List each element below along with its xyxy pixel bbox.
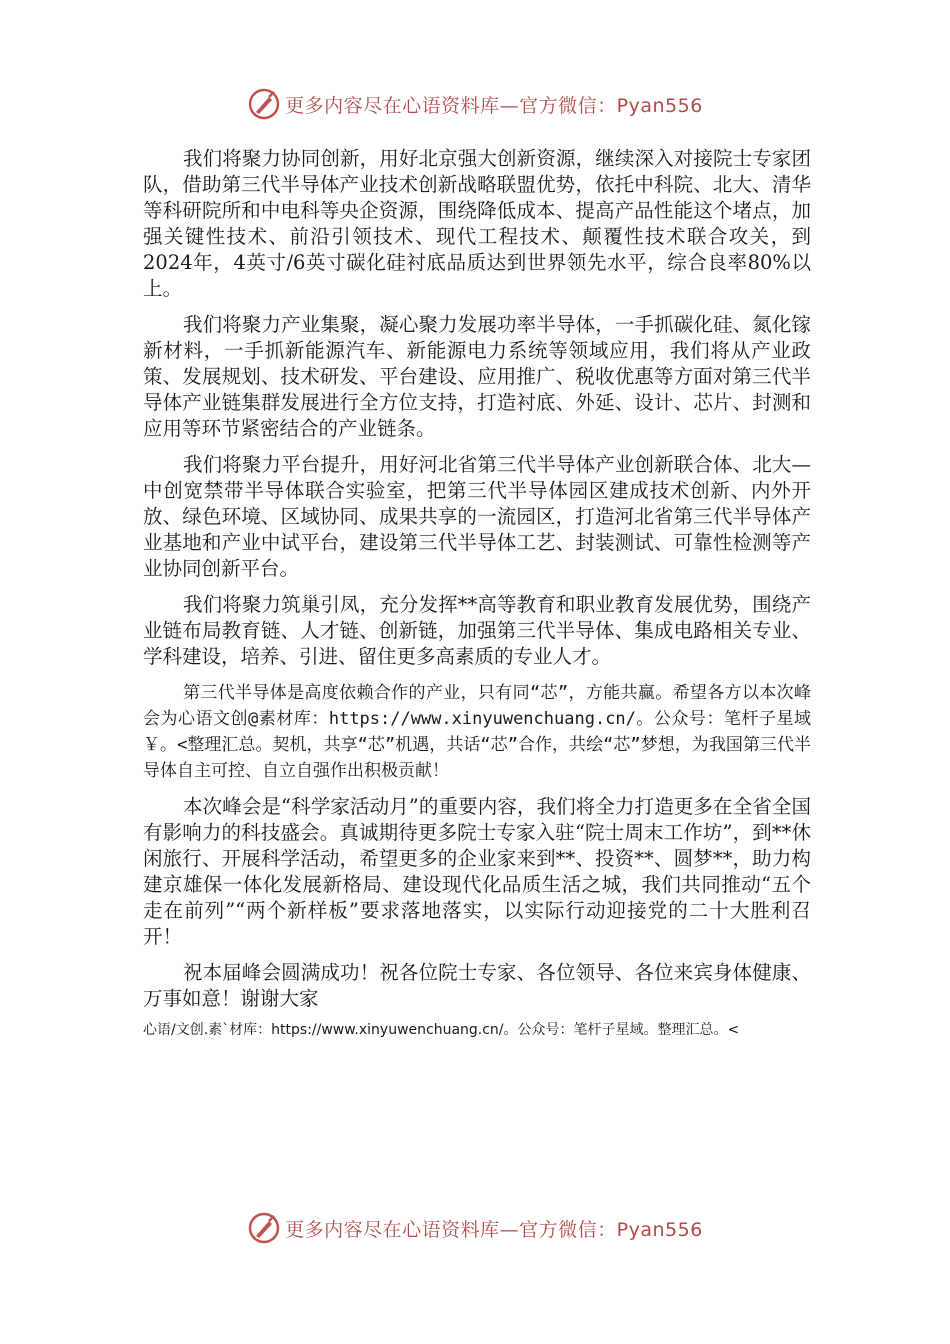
document-body (143, 146, 811, 1040)
banner-text: 更多内容尽在心语资料库—官方微信：Pyan556 (285, 1218, 703, 1241)
paragraph-cooperation: 第三代半导体是高度依赖合作的产业，只有同“芯”，方能共赢。希望各方以本次峰会为心语文创@素材库：https://www.xinyuwenchuang.cn/。公众号：笔杆子星域￥。<整理汇总。契机，共享“芯”机遇，共话“芯”合作，共绘“芯”梦想，为我国第三代半导体自主可控、自立自强作出积极贡献！ (143, 683, 811, 781)
paragraph-talent: 我们将聚力筑巢引凤，充分发挥**高等教育和职业教育发展优势，围绕产业链布局教育链、人才链、创新链，加强第三代半导体、集成电路相关专业、学科建设，培养、引进、留住更多高素质的专业人才。 (143, 593, 811, 668)
footer-source-line: 心语/文创.素`材库：https://www.xinyuwenchuang.cn/。公众号：笔杆子星域。整理汇总。< (143, 1022, 740, 1038)
paragraph-summit: 本次峰会是“科学家活动月”的重要内容，我们将全力打造更多在全省全国有影响力的科技盛会。真诚期待更多院士专家入驻“院士周末工作坊”，到**休闲旅行、开展科学活动，希望更多的企业家来到**、投资**、圆梦**，助力构建京雄保一体化发展新格局、建设现代化品质生活之城，我们共同推动“五个走在前列”“两个新样板”要求落地落实，以实际行动迎接党的二十大胜利召开！ (143, 795, 811, 948)
pen-logo-icon (247, 1211, 281, 1245)
paragraph-industry: 我们将聚力产业集聚，凝心聚力发展功率半导体，一手抓碳化硅、氮化镓新材料，一手抓新能源汽车、新能源电力系统等领域应用，我们将从产业政策、发展规划、技术研发、平台建设、应用推广、税收优惠等方面对第三代半导体产业链集群发展进行全方位支持，打造衬底、外延、设计、芯片、封测和应用等环节紧密结合的产业链条。 (143, 313, 811, 440)
header-banner (0, 84, 950, 124)
paragraph-closing: 祝本届峰会圆满成功！祝各位院士专家、各位领导、各位来宾身体健康、万事如意！谢谢大家 (143, 961, 811, 1010)
paragraph-innovation: 我们将聚力协同创新，用好北京强大创新资源，继续深入对接院士专家团队，借助第三代半导体产业技术创新战略联盟优势，依托中科院、北大、清华等科研院所和中电科等央企资源，围绕降低成本、提高产品性能这个堵点，加强关键性技术、前沿引领技术、现代工程技术、颠覆性技术联合攻关，到2024年，4英寸/6英寸碳化硅衬底品质达到世界领先水平，综合良率80%以上。 (143, 147, 811, 300)
footer-banner (0, 1208, 950, 1248)
banner-text: 更多内容尽在心语资料库—官方微信：Pyan556 (285, 94, 703, 117)
pen-logo-icon (247, 87, 281, 121)
paragraph-platform: 我们将聚力平台提升，用好河北省第三代半导体产业创新联合体、北大—中创宽禁带半导体联合实验室，把第三代半导体园区建成技术创新、内外开放、绿色环境、区域协同、成果共享的一流园区，打造河北省第三代半导体产业基地和产业中试平台，建设第三代半导体工艺、封装测试、可靠性检测等产业协同创新平台。 (143, 453, 811, 580)
